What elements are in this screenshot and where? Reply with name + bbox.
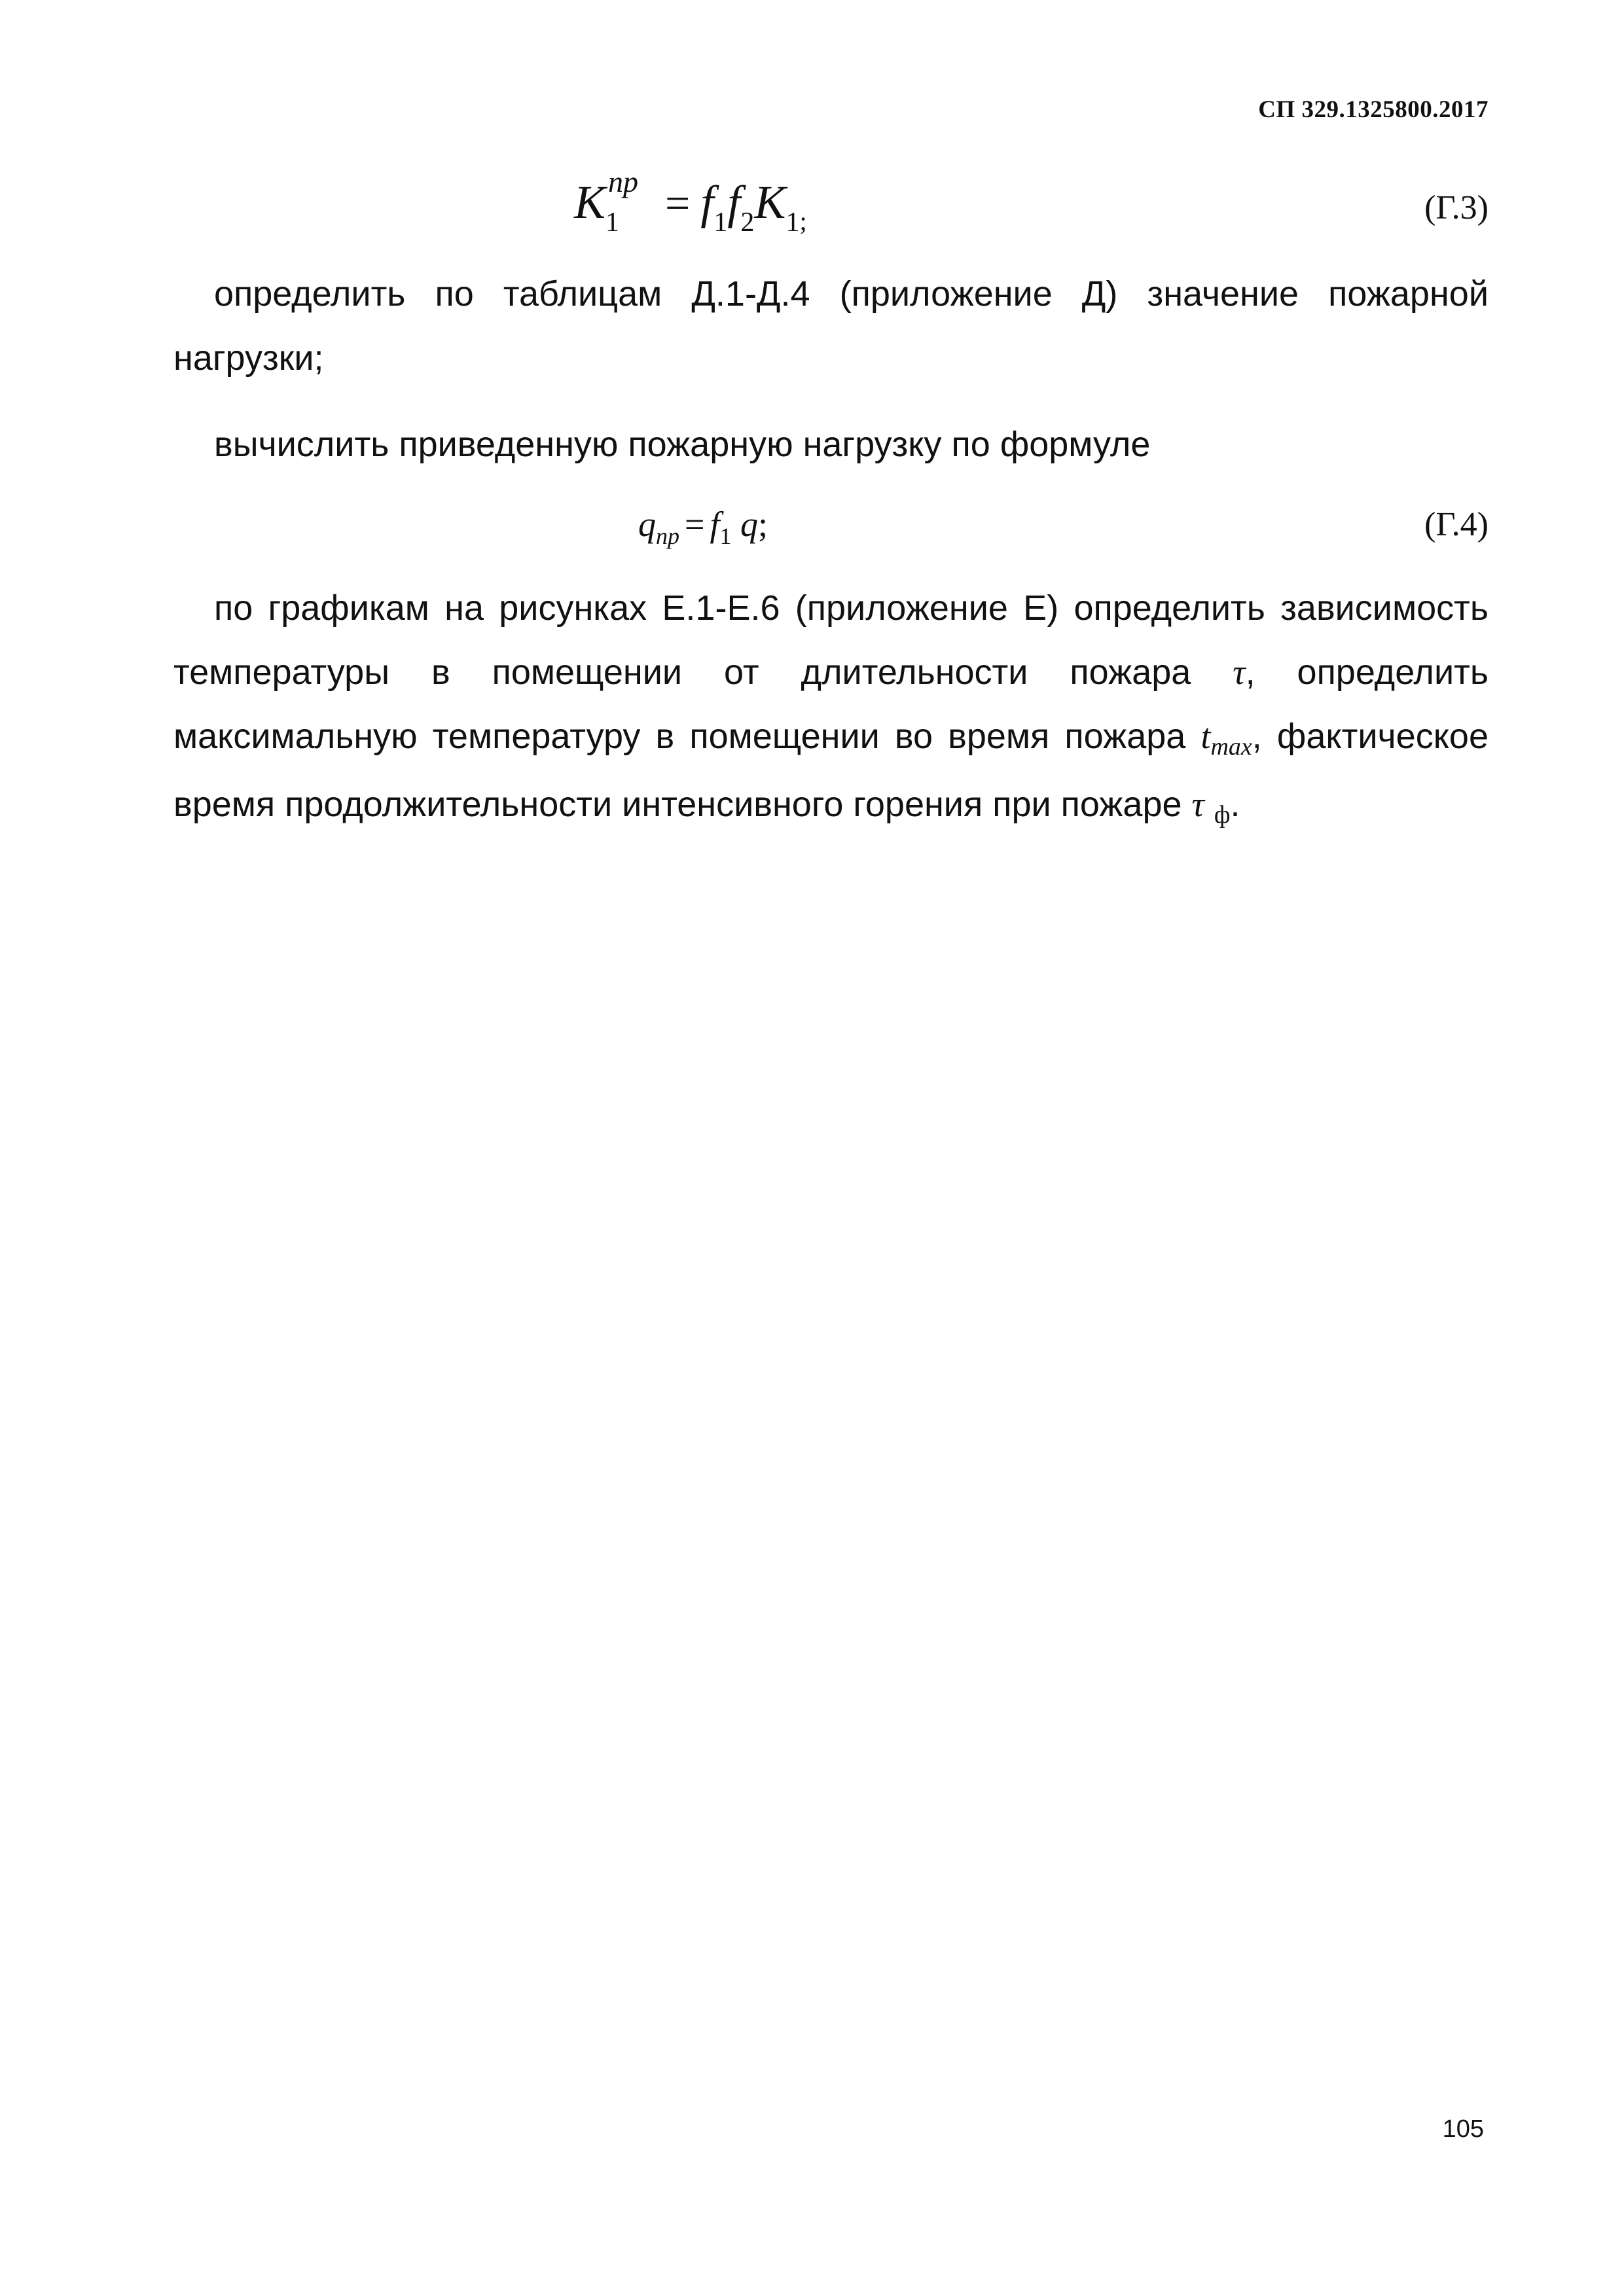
formula-g4-number: (Г.4) <box>1424 506 1489 543</box>
formula-g3-equals: = <box>665 178 691 228</box>
paragraph-graphs-text-d: . <box>1230 785 1240 824</box>
formula-g4-f-subscript: 1 <box>719 523 732 549</box>
paragraph-graphs <box>173 576 1489 840</box>
t-max-subscript: max <box>1210 733 1252 761</box>
formula-g4-row <box>173 499 1489 571</box>
paragraph-graphs-text-c: , фактическое время продолжительности интенсивного горения при пожаре <box>173 717 1489 824</box>
paragraph-compute <box>173 412 1489 476</box>
formula-g3-number: (Г.3) <box>1424 189 1489 226</box>
formula-g3-K: $K_1$ пр <box>574 165 638 238</box>
tau-f-symbol: τ <box>1191 785 1204 824</box>
formula-g3 <box>574 165 807 238</box>
formula-g4-q2: q <box>740 505 758 544</box>
formula-g3-K2-subscript: 1 <box>785 207 800 238</box>
formula-g3-terminator: ; <box>799 206 807 236</box>
formula-g4-equals: = <box>685 505 705 544</box>
formula-g3-superscript: пр <box>608 165 638 198</box>
paragraph-tables <box>173 262 1489 390</box>
document-code: СП 329.1325800.2017 <box>1258 96 1489 123</box>
formula-g4-q: q <box>638 505 656 544</box>
tau-f-subscript: ф <box>1214 801 1231 829</box>
formula-g3-row <box>173 165 1489 247</box>
tau-symbol: τ <box>1233 653 1246 692</box>
formula-g3-f1: f <box>700 176 714 228</box>
t-max-symbol: t <box>1200 717 1211 756</box>
formula-g4 <box>638 504 768 549</box>
formula-g3-K-subscript: 1 <box>605 207 620 238</box>
paragraph-compute-text: вычислить приведенную пожарную нагрузку по формуле <box>214 425 1151 464</box>
formula-g3-f2-subscript: 2 <box>740 207 755 238</box>
formula-g4-q-subscript: пр <box>656 523 679 549</box>
paragraph-tables-text: определить по таблицам Д.1-Д.4 (приложение Д) значение пожарной нагрузки; <box>173 274 1489 378</box>
formula-g4-f: f <box>710 505 720 544</box>
formula-g3-f2: f <box>727 176 741 228</box>
formula-g4-terminator: ; <box>757 505 768 544</box>
paragraph-graphs-text-b: , определить максимальную температуру в помещении во время пожара <box>173 653 1489 756</box>
formula-g3-f1-subscript: 1 <box>713 207 728 238</box>
paragraph-graphs-text-a: по графикам на рисунках Е.1-Е.6 (приложение Е) определить зависимость температуры в помещении от длительности пожара <box>173 588 1489 692</box>
formula-g3-K2: K <box>754 176 786 228</box>
page-number: 105 <box>1442 2115 1484 2143</box>
